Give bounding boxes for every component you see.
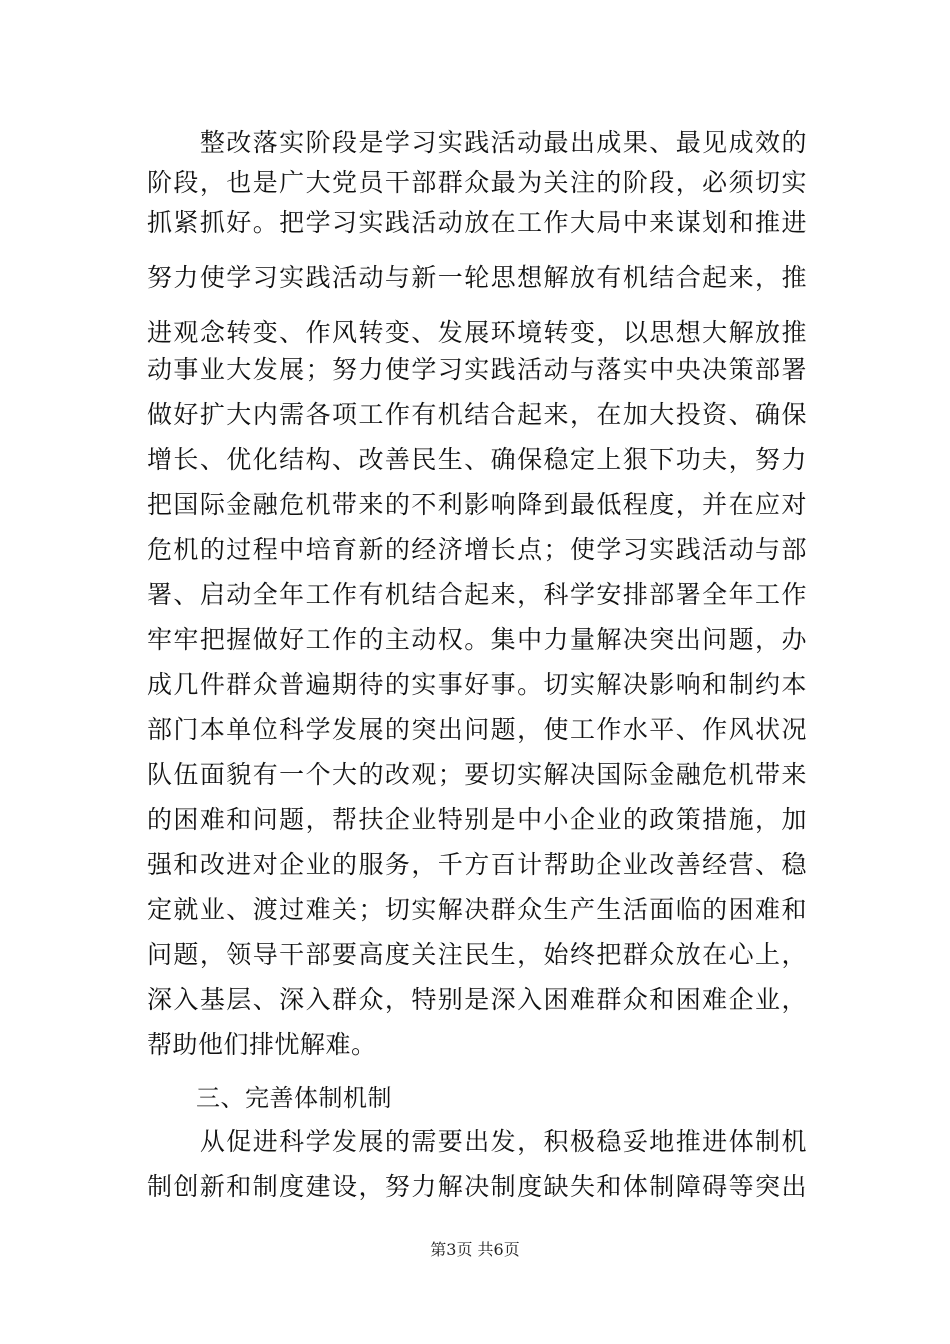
paragraph-line: 进观念转变、作风转变、发展环境转变，以思想大解放推 <box>147 318 807 347</box>
paragraph-line: 抓紧抓好。把学习实践活动放在工作大局中来谋划和推进 <box>147 208 807 237</box>
paragraph-line: 强和改进对企业的服务，千方百计帮助企业改善经营、稳 <box>147 850 807 879</box>
paragraph-line: 问题，领导干部要高度关注民生，始终把群众放在心上， <box>147 940 807 969</box>
paragraph-line: 动事业大发展；努力使学习实践活动与落实中央决策部署 <box>147 355 807 384</box>
paragraph-line: 署、启动全年工作有机结合起来，科学安排部署全年工作 <box>147 580 807 609</box>
paragraph-line: 增长、优化结构、改善民生、确保稳定上狠下功夫，努力 <box>147 445 807 474</box>
paragraph-line: 整改落实阶段是学习实践活动最出成果、最见成效的 <box>147 128 807 157</box>
paragraph-line: 做好扩大内需各项工作有机结合起来，在加大投资、确保 <box>147 400 807 429</box>
paragraph-line: 帮助他们排忧解难。 <box>147 1030 377 1059</box>
paragraph-line: 的困难和问题，帮扶企业特别是中小企业的政策措施，加 <box>147 805 807 834</box>
paragraph-line: 危机的过程中培育新的经济增长点；使学习实践活动与部 <box>147 535 807 564</box>
section-heading: 三、完善体制机制 <box>147 1084 392 1112</box>
paragraph-line: 定就业、渡过难关；切实解决群众生产生活面临的困难和 <box>147 895 807 924</box>
paragraph-line: 深入基层、深入群众，特别是深入困难群众和困难企业， <box>147 985 807 1014</box>
paragraph-line: 成几件群众普遍期待的实事好事。切实解决影响和制约本 <box>147 670 807 699</box>
paragraph-line: 制创新和制度建设，努力解决制度缺失和体制障碍等突出 <box>147 1172 807 1201</box>
paragraph-line: 从促进科学发展的需要出发，积极稳妥地推进体制机 <box>147 1127 807 1156</box>
paragraph-line: 阶段，也是广大党员干部群众最为关注的阶段，必须切实 <box>147 168 807 197</box>
page-number-footer: 第3页 共6页 <box>430 1240 520 1259</box>
paragraph-line: 牢牢把握做好工作的主动权。集中力量解决突出问题，办 <box>147 625 807 654</box>
paragraph-line: 把国际金融危机带来的不利影响降到最低程度，并在应对 <box>147 490 807 519</box>
paragraph-line: 部门本单位科学发展的突出问题，使工作水平、作风状况 <box>147 715 807 744</box>
paragraph-line: 队伍面貌有一个大的改观；要切实解决国际金融危机带来 <box>147 760 807 789</box>
paragraph-line: 努力使学习实践活动与新一轮思想解放有机结合起来，推 <box>147 263 807 292</box>
